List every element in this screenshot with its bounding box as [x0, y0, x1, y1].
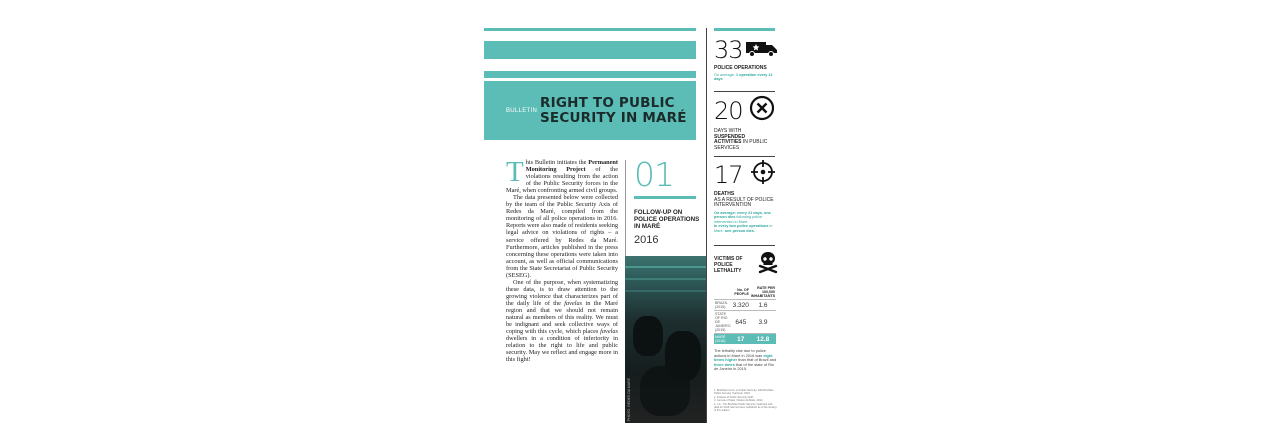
divider	[714, 91, 775, 92]
stat-deaths: 17 DEATHS AS A RESULT OF POLICE INTERVENTION On average: every 21 days, one person dies following police intervention in Maré. In every two police operations in Maré, one person dies.	[714, 160, 774, 233]
stat-police-operations: 33 POLICE OPERATIONS On average, 1 operation every 11 days	[714, 38, 778, 82]
table-row: STATE OF RIO DE JANEIRO (2015) 645 3.9	[714, 311, 776, 334]
police-photo	[625, 256, 706, 423]
section-year: 2016	[634, 234, 659, 246]
skull-crossbones-icon	[758, 250, 778, 279]
victims-section	[714, 250, 778, 372]
crosshair-icon	[751, 160, 775, 189]
victims-summary: The lethality rate due to police actions in Maré in 2016 was eight times higher than that of Brazil and three times that of the state of Rio de Janeiro in 2015.	[714, 348, 777, 371]
table-row: BRAZIL (2015) 3.320 1.6	[714, 300, 776, 311]
victims-title: VICTIMS OF POLICE LETHALITY	[714, 255, 743, 274]
x-circle-icon	[749, 95, 775, 126]
divider	[714, 245, 775, 246]
column-divider-right	[706, 28, 707, 423]
section-title: FOLLOW-UP ON POLICE OPERATIONS IN MARÉ	[634, 209, 700, 230]
stat-number: 17	[714, 160, 743, 189]
intro-paragraph-1: This Bulletin initiates the Permanent Monitoring Project of the violations resulting from the action of the Public Security forces in the Maré, when confronting armed civil groups.	[506, 156, 618, 195]
section-number: 01	[634, 155, 674, 194]
victims-table	[714, 285, 776, 344]
column-header: RATE PER 100,000 INHABITANTS	[750, 286, 776, 298]
header-bar-wide	[484, 41, 696, 59]
stat-suspended-days: 20 DAYS WITH SUSPENDED ACTIVITIES IN PUBLIC SERVICES	[714, 95, 778, 151]
column-header: No. OF PEOPLE	[734, 288, 749, 296]
stat-number: 20	[714, 96, 743, 125]
bulletin-banner	[484, 81, 696, 140]
bulletin-label: BULLETIN	[506, 107, 538, 114]
photo-credit: PHOTO: REDES DA MARÉ	[627, 377, 631, 421]
drop-cap: T	[506, 156, 524, 188]
bulletin-title: RIGHT TO PUBLIC SECURITY IN MARÉ	[540, 94, 687, 126]
header-bar-thin	[484, 71, 696, 78]
intro-text	[506, 156, 618, 364]
intro-paragraph-3: One of the purpose, when systematizing these data, is to draw attention to the growing violence that characterizes part of the daily life of the favelas in the Maré region and that we should not remain natural as members of this reality. We must be indignant and seek collective ways of coping with this cycle, which places favelas dwellers in a condition of inferiority in relation to the right to life and public security. May we reflect and engage more in this fight!	[506, 278, 618, 364]
header-bar-top	[484, 28, 696, 31]
footnotes: 1. Brazilian Forum on Public Security. 10th Brazilian Public Security Yearbook, 2016. 2. Institute of Public Security (ISP). 3. Census of Maré / Redes da Maré, 2013. 4. n.b.: The Brazilian Public Security Yearbook with data for 2016 had not been published as of the closing of this edition.	[714, 389, 777, 413]
stats-top-bar	[714, 28, 775, 31]
table-row-highlight: MARÉ (2016) 17 12.8	[714, 334, 776, 345]
stat-number: 33	[714, 36, 743, 64]
intro-paragraph-2: The data presented below were collected by the team of the Public Security Axis of Redes da Maré, compiled from the monitoring of all police operations in 2016. Reports were also made of residents seeking legal advice on violations of rights – a service offered by Redes da Maré. Furthermore, articles published in the press concerning these operations were taken into account, as well as official communications from the State Secretariat of Public Security (SESEG).	[506, 194, 618, 279]
section-rule	[634, 196, 696, 199]
police-truck-icon	[746, 39, 778, 62]
divider	[714, 156, 775, 157]
